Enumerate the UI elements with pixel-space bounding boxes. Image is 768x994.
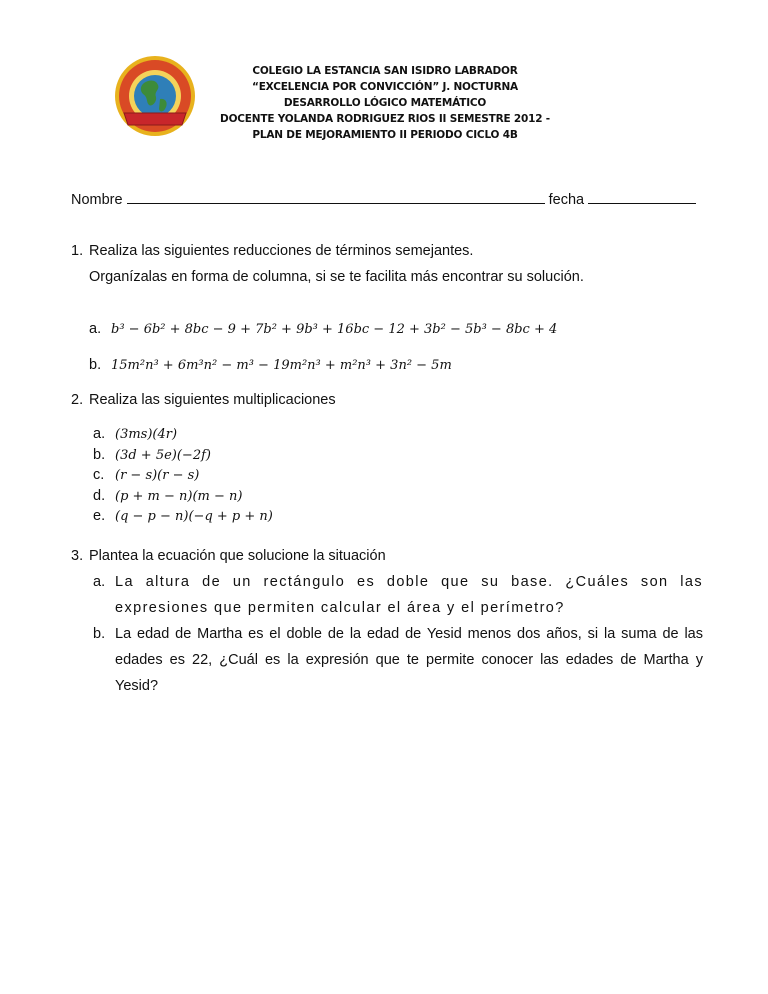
item-label: a. <box>89 321 102 337</box>
question-3-number: 3. <box>71 548 84 564</box>
multiplication-item-e <box>93 507 273 528</box>
question-3-title <box>71 548 386 564</box>
question-1-title <box>71 243 473 259</box>
date-label: fecha <box>548 192 585 208</box>
expression: (3ms)(4r) <box>115 427 178 442</box>
question-2-title <box>71 392 336 408</box>
question-2-text: Realiza las siguientes multiplicaciones <box>89 392 336 408</box>
multiplication-item-a <box>93 425 273 446</box>
item-text: La altura de un rectángulo es doble que su base. ¿Cuáles son las expresiones que permiten calcular el área y el perímetro? <box>115 574 703 616</box>
expression: (r − s)(r − s) <box>115 468 200 484</box>
question-3-text: Plantea la ecuación que solucione la situación <box>89 548 386 564</box>
name-label: Nombre <box>71 192 123 208</box>
multiplication-item-c <box>93 466 273 487</box>
header-line-subject: DESARROLLO LÓGICO MATEMÁTICO <box>283 97 487 109</box>
question-3-item-a <box>93 569 703 621</box>
expression: (q − p − n)(−q + p + n) <box>115 509 273 525</box>
item-label: c. <box>93 467 105 484</box>
multiplication-list <box>93 425 273 528</box>
item-label: e. <box>93 508 106 525</box>
header-line-plan: PLAN DE MEJORAMIENTO II PERIODO CICLO 4B <box>252 129 518 141</box>
question-3-item-b <box>93 621 703 699</box>
expression: 15m²n³ + 6m³n² − m³ − 19m²n³ + m²n³ + 3n² − 5m <box>111 358 452 373</box>
item-label: b. <box>93 626 106 642</box>
name-field[interactable] <box>127 191 545 204</box>
expression: (p + m − n)(m − n) <box>115 488 243 504</box>
multiplication-item-b <box>93 446 273 467</box>
question-2-number: 2. <box>71 392 84 408</box>
date-field[interactable] <box>588 191 696 204</box>
school-crest-globe-icon <box>112 55 198 141</box>
item-label: b. <box>93 446 106 463</box>
question-1-item-a <box>89 320 557 338</box>
header-line-motto: “EXCELENCIA POR CONVICCIÓN” J. NOCTURNA <box>252 81 518 93</box>
item-label: a. <box>93 426 106 442</box>
item-text: La edad de Martha es el doble de la edad de Yesid menos dos años, si la suma de las edades es 22, ¿Cuál es la expresión que te permite conocer las edades de Martha y Yesid? <box>115 626 703 694</box>
expression: b³ − 6b² + 8bc − 9 + 7b² + 9b³ + 16bc − 12 + 3b² − 5b³ − 8bc + 4 <box>111 322 558 337</box>
header-line-teacher: DOCENTE YOLANDA RODRIGUEZ RIOS II SEMESTRE 2012 - <box>220 113 550 125</box>
question-1-instruction: Organízalas en forma de columna, si se te facilita más encontrar su solución. <box>89 269 584 285</box>
question-1-number: 1. <box>71 243 84 259</box>
item-label: d. <box>93 487 106 504</box>
school-header <box>195 63 575 143</box>
header-line-school: COLEGIO LA ESTANCIA SAN ISIDRO LABRADOR <box>252 65 518 77</box>
question-1-text: Realiza las siguientes reducciones de términos semejantes. <box>89 243 474 259</box>
item-label: b. <box>89 357 102 373</box>
expression: (3d + 5e)(−2f) <box>115 447 211 463</box>
item-label: a. <box>93 574 106 590</box>
question-1-item-b <box>89 356 452 374</box>
multiplication-item-d <box>93 487 273 508</box>
name-date-row <box>71 191 706 208</box>
